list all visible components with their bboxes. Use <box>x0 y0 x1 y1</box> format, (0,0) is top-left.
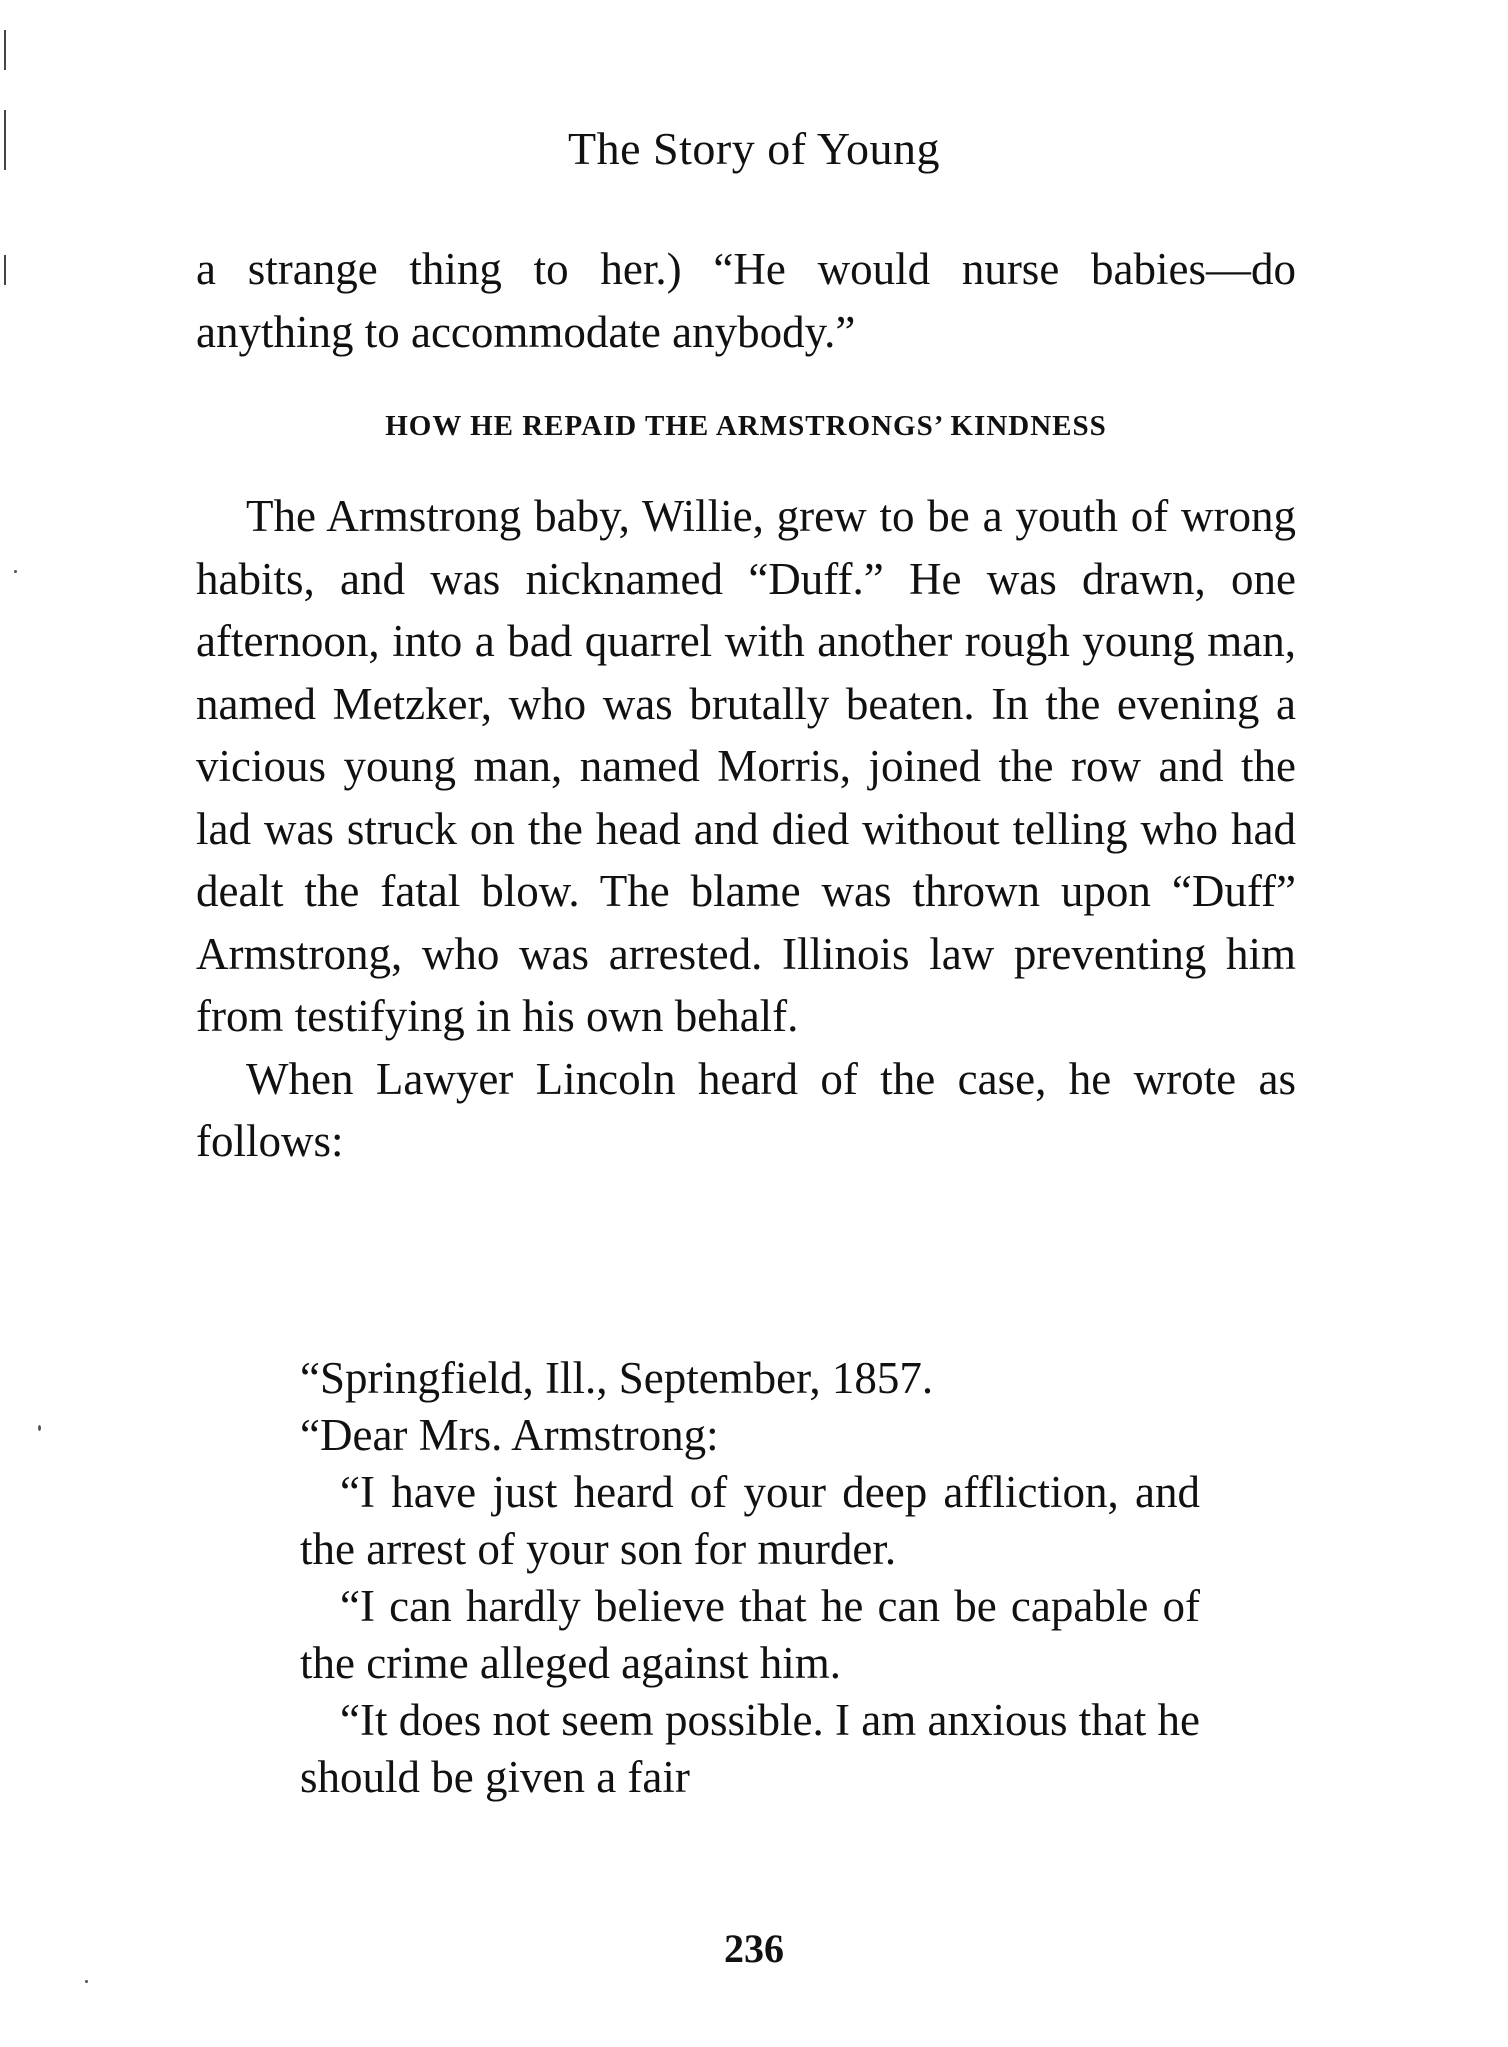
scan-edge-mark <box>4 30 6 70</box>
quoted-letter <box>300 1350 1200 1806</box>
scan-speck <box>14 570 17 573</box>
continuation-text: a strange thing to her.) “He would nurse babies—do anything to accommodate anybody.” <box>196 244 1296 357</box>
scan-edge-mark <box>4 255 6 285</box>
body-paragraph: The Armstrong baby, Willie, grew to be a youth of wrong habits, and was nicknamed “Duff.” He was drawn, one afternoon, into a bad quarrel with another rough young man, named Metzker, who was brutally beaten. In the evening a vicious young man, named Morris, joined the row and the lad was struck on the head and died without telling who had dealt the fatal blow. The blame was thrown upon “Duff” Armstrong, who was arrested. Illinois law preventing him from testifying in his own behalf. <box>196 491 1296 1041</box>
page-number: 236 <box>724 1926 784 1971</box>
continuation-paragraph <box>196 238 1296 363</box>
section-heading: HOW HE REPAID THE ARMSTRONGS’ KINDNESS <box>385 410 1107 442</box>
scan-speck <box>85 1980 88 1983</box>
letter-dateline: “Springfield, Ill., September, 1857. <box>300 1353 934 1403</box>
scan-speck <box>38 1425 41 1431</box>
running-head: The Story of Young <box>568 123 940 174</box>
main-text <box>196 485 1296 1173</box>
letter-paragraph: “I have just heard of your deep affliction, and the arrest of your son for murder. <box>300 1467 1200 1574</box>
letter-paragraph: “It does not seem possible. I am anxious that he should be given a fair <box>300 1695 1200 1802</box>
letter-paragraph: “I can hardly believe that he can be capable of the crime alleged against him. <box>300 1581 1200 1688</box>
body-paragraph: When Lawyer Lincoln heard of the case, he wrote as follows: <box>196 1053 1296 1166</box>
letter-salutation: “Dear Mrs. Armstrong: <box>300 1410 719 1460</box>
